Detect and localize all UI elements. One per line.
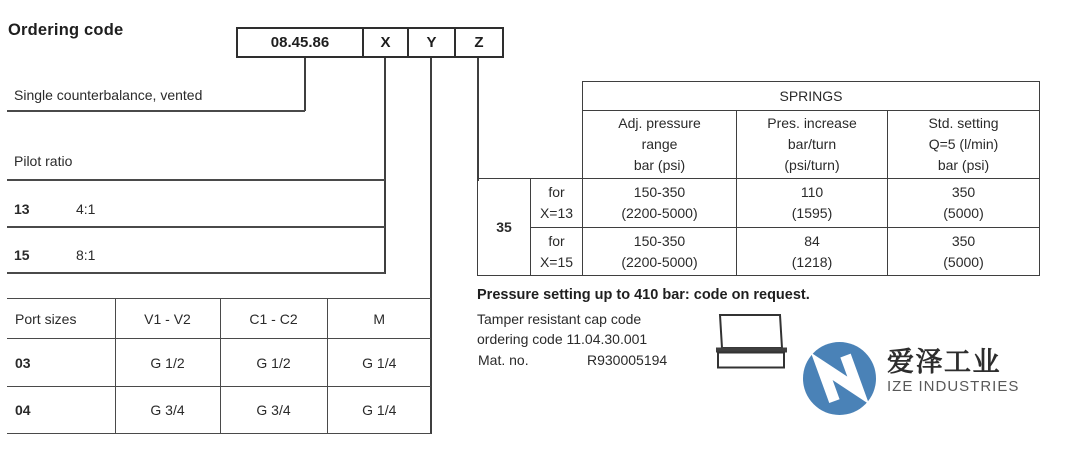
connector-x-line bbox=[384, 58, 386, 274]
pilot-15-underline bbox=[7, 272, 385, 274]
cell-line: (2200-5000) bbox=[621, 205, 698, 221]
cell-line: X=13 bbox=[539, 205, 574, 221]
cell-line: for bbox=[548, 184, 565, 200]
pilot-15-code: 15 bbox=[14, 247, 30, 263]
port-value: G 3/4 bbox=[115, 387, 220, 434]
springs-adj-cell bbox=[583, 179, 737, 228]
ize-logo-text bbox=[887, 341, 1019, 395]
springs-group-code-cell: 35 bbox=[478, 179, 531, 276]
tamper-cap-note-line1: Tamper resistant cap code bbox=[477, 311, 642, 327]
port-table-row-04 bbox=[7, 387, 431, 434]
pressure-note: Pressure setting up to 410 bar: code on request. bbox=[477, 287, 810, 303]
cell-line: 84 bbox=[804, 232, 820, 249]
ize-logo-icon bbox=[802, 341, 877, 416]
tamper-cap-note-line2: ordering code 11.04.30.001 bbox=[477, 331, 648, 347]
port-value: G 1/2 bbox=[220, 339, 327, 387]
vented-underline bbox=[7, 110, 305, 112]
port-value: G 1/4 bbox=[327, 387, 431, 434]
port-size-code: 04 bbox=[7, 387, 115, 434]
pilot-ratio-underline bbox=[7, 179, 385, 181]
pilot-ratio-label: Pilot ratio bbox=[14, 153, 73, 169]
springs-row-x13 bbox=[478, 179, 1040, 228]
springs-col-header-increase bbox=[737, 111, 888, 179]
springs-adj-cell bbox=[583, 228, 737, 276]
port-col-v1v2: V1 - V2 bbox=[115, 299, 220, 339]
springs-table bbox=[477, 81, 1040, 276]
port-value: G 1/2 bbox=[115, 339, 220, 387]
header-line: Std. setting bbox=[928, 115, 999, 131]
code-segment-base: 08.45.86 bbox=[270, 34, 330, 51]
header-line: bar (psi) bbox=[633, 157, 686, 173]
springs-cond-cell bbox=[531, 179, 583, 228]
header-line: Q=5 (l/min) bbox=[928, 136, 999, 152]
port-size-code: 03 bbox=[7, 339, 115, 387]
springs-row-x15 bbox=[478, 228, 1040, 276]
tamper-cap-icon bbox=[711, 309, 793, 371]
port-table-header-row bbox=[7, 299, 431, 339]
port-sizes-header: Port sizes bbox=[7, 299, 115, 339]
header-line: (psi/turn) bbox=[784, 157, 840, 173]
pilot-13-ratio: 4:1 bbox=[76, 201, 96, 217]
port-value: G 3/4 bbox=[220, 387, 327, 434]
cell-line: 110 bbox=[800, 184, 824, 200]
pilot-15-ratio: 8:1 bbox=[76, 247, 96, 263]
pilot-13-underline bbox=[7, 226, 385, 228]
springs-std-cell bbox=[888, 228, 1040, 276]
cell-line: 350 bbox=[951, 232, 976, 249]
cell-line: (5000) bbox=[943, 205, 984, 221]
springs-title-cell: SPRINGS bbox=[583, 82, 1040, 111]
header-line: bar/turn bbox=[787, 136, 837, 152]
port-col-m: M bbox=[327, 299, 431, 339]
cell-line: for bbox=[548, 232, 565, 249]
ordering-code-box bbox=[236, 27, 504, 58]
header-line: range bbox=[641, 136, 678, 152]
connector-base-drop-line bbox=[304, 58, 306, 111]
header-line: bar (psi) bbox=[937, 157, 990, 173]
ize-logo bbox=[802, 341, 1019, 416]
springs-spacer-cell bbox=[478, 82, 583, 111]
port-value: G 1/4 bbox=[327, 339, 431, 387]
cell-line: (5000) bbox=[943, 253, 984, 270]
cell-line: 150-350 bbox=[633, 232, 686, 249]
code-segment-z: Z bbox=[454, 29, 502, 56]
cell-line: X=15 bbox=[539, 253, 574, 270]
springs-std-cell bbox=[888, 179, 1040, 228]
springs-cond-cell bbox=[531, 228, 583, 276]
springs-spacer-cell bbox=[478, 111, 583, 179]
header-line: Pres. increase bbox=[767, 115, 857, 131]
springs-col-header-std bbox=[888, 111, 1040, 179]
header-line: Adj. pressure bbox=[618, 115, 701, 131]
code-segment-y: Y bbox=[407, 29, 454, 56]
cell-line: (1218) bbox=[791, 253, 833, 270]
vented-label: Single counterbalance, vented bbox=[14, 87, 203, 103]
springs-increase-cell bbox=[737, 179, 888, 228]
pilot-13-code: 13 bbox=[14, 201, 30, 217]
port-col-c1c2: C1 - C2 bbox=[220, 299, 327, 339]
page-title: Ordering code bbox=[8, 21, 124, 39]
port-table-row-03 bbox=[7, 339, 431, 387]
springs-col-header-adj bbox=[583, 111, 737, 179]
code-segment-x: X bbox=[362, 29, 407, 56]
ize-logo-en: IZE INDUSTRIES bbox=[887, 378, 1020, 395]
ize-logo-cn: 爱泽工业 bbox=[887, 347, 1001, 377]
cell-line: (2200-5000) bbox=[621, 253, 698, 270]
mat-no-value: R930005194 bbox=[587, 352, 668, 368]
springs-increase-cell bbox=[737, 228, 888, 276]
port-sizes-table bbox=[7, 298, 431, 434]
cell-line: (1595) bbox=[791, 205, 833, 221]
cell-line: 150-350 bbox=[633, 184, 686, 200]
cell-line: 350 bbox=[951, 184, 976, 200]
mat-no-label: Mat. no. bbox=[478, 352, 529, 368]
